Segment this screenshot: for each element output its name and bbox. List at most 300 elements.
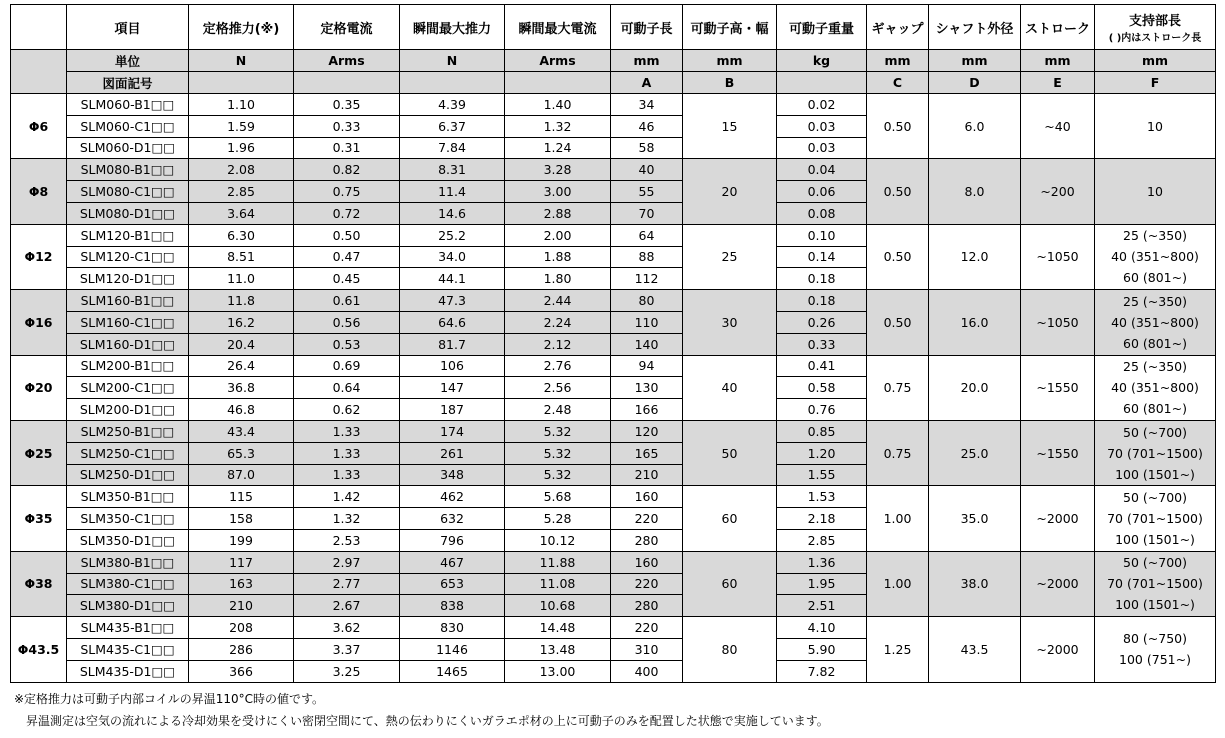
support-line: 100 (1501~) xyxy=(1115,597,1195,613)
force-cell: 11.8 xyxy=(189,290,294,312)
sym-cell: E xyxy=(1021,72,1095,94)
support-cell xyxy=(1095,617,1216,682)
force-cell: 46.8 xyxy=(189,399,294,421)
model-cell: SLM200-D1□□ xyxy=(67,399,189,421)
length-cell: 160 xyxy=(611,551,683,573)
support-line: 40 (351~800) xyxy=(1111,380,1199,396)
current-cell: 2.67 xyxy=(294,595,400,617)
peak-current-cell: 5.32 xyxy=(505,442,611,464)
peak-current-cell: 1.32 xyxy=(505,115,611,137)
unit-cell: mm xyxy=(867,50,929,72)
model-cell: SLM060-B1□□ xyxy=(67,94,189,116)
current-cell: 0.82 xyxy=(294,159,400,181)
model-cell: SLM380-C1□□ xyxy=(67,573,189,595)
current-cell: 0.62 xyxy=(294,399,400,421)
peak-current-cell: 1.40 xyxy=(505,94,611,116)
length-cell: 310 xyxy=(611,638,683,660)
spec-group xyxy=(11,617,1216,682)
length-cell: 120 xyxy=(611,420,683,442)
col-header-gap: ギャップ xyxy=(867,5,929,50)
diameter-cell: Φ43.5 xyxy=(11,617,67,682)
diameter-cell: Φ20 xyxy=(11,355,67,420)
stroke-cell: ~1550 xyxy=(1021,355,1095,420)
force-cell: 11.0 xyxy=(189,268,294,290)
current-cell: 0.53 xyxy=(294,333,400,355)
length-cell: 210 xyxy=(611,464,683,486)
gap-cell: 0.75 xyxy=(867,420,929,485)
peak-force-cell: 47.3 xyxy=(400,290,505,312)
model-cell: SLM380-B1□□ xyxy=(67,551,189,573)
sym-cell xyxy=(189,72,294,94)
peak-current-cell: 2.48 xyxy=(505,399,611,421)
col-header-stroke: ストローク xyxy=(1021,5,1095,50)
current-cell: 0.45 xyxy=(294,268,400,290)
current-cell: 0.69 xyxy=(294,355,400,377)
col-header-peak-current: 瞬間最大電流 xyxy=(505,5,611,50)
weight-cell: 2.18 xyxy=(777,508,867,530)
sym-cell: C xyxy=(867,72,929,94)
peak-force-cell: 8.31 xyxy=(400,159,505,181)
model-cell: SLM435-C1□□ xyxy=(67,638,189,660)
force-cell: 87.0 xyxy=(189,464,294,486)
support-line: 25 (~350) xyxy=(1123,228,1187,244)
footnote-2: 昇温測定は空気の流れによる冷却効果を受けにくい密閉空間にて、熱の伝わりにくいガラエポ材の上に可動子のみを配置した状態で実施しています。 xyxy=(26,714,829,728)
peak-current-cell: 3.28 xyxy=(505,159,611,181)
current-cell: 2.97 xyxy=(294,551,400,573)
peak-force-cell: 7.84 xyxy=(400,137,505,159)
peak-force-cell: 187 xyxy=(400,399,505,421)
col-header-support-title: 支持部長 xyxy=(1128,14,1181,29)
gap-cell: 1.00 xyxy=(867,551,929,616)
stroke-cell: ~2000 xyxy=(1021,617,1095,682)
gap-cell: 1.25 xyxy=(867,617,929,682)
support-line: 60 (801~) xyxy=(1123,270,1187,286)
model-cell: SLM080-B1□□ xyxy=(67,159,189,181)
shaft-cell: 35.0 xyxy=(929,486,1021,551)
peak-force-cell: 64.6 xyxy=(400,311,505,333)
model-cell: SLM350-C1□□ xyxy=(67,508,189,530)
current-cell: 3.37 xyxy=(294,638,400,660)
weight-cell: 0.14 xyxy=(777,246,867,268)
peak-force-cell: 44.1 xyxy=(400,268,505,290)
peak-current-cell: 11.88 xyxy=(505,551,611,573)
current-cell: 3.62 xyxy=(294,617,400,639)
support-line: 40 (351~800) xyxy=(1111,314,1199,330)
force-cell: 366 xyxy=(189,660,294,682)
peak-current-cell: 2.76 xyxy=(505,355,611,377)
peak-force-cell: 81.7 xyxy=(400,333,505,355)
length-cell: 34 xyxy=(611,94,683,116)
force-cell: 286 xyxy=(189,638,294,660)
current-cell: 0.47 xyxy=(294,246,400,268)
support-line: 80 (~750) xyxy=(1123,631,1187,647)
model-cell: SLM120-C1□□ xyxy=(67,246,189,268)
shaft-cell: 12.0 xyxy=(929,224,1021,289)
height-cell: 60 xyxy=(683,486,777,551)
col-header-length: 可動子長 xyxy=(611,5,683,50)
model-cell: SLM080-C1□□ xyxy=(67,181,189,203)
height-cell: 15 xyxy=(683,94,777,159)
shaft-cell: 25.0 xyxy=(929,420,1021,485)
weight-cell: 0.10 xyxy=(777,224,867,246)
support-line: 60 (801~) xyxy=(1123,335,1187,351)
peak-force-cell: 796 xyxy=(400,529,505,551)
force-cell: 199 xyxy=(189,529,294,551)
spec-group xyxy=(11,159,1216,224)
length-cell: 280 xyxy=(611,529,683,551)
support-line: 40 (351~800) xyxy=(1111,249,1199,265)
unit-cell: mm xyxy=(611,50,683,72)
current-cell: 1.42 xyxy=(294,486,400,508)
current-cell: 1.33 xyxy=(294,442,400,464)
peak-force-cell: 6.37 xyxy=(400,115,505,137)
support-line: 50 (~700) xyxy=(1123,555,1187,571)
model-cell: SLM160-B1□□ xyxy=(67,290,189,312)
stroke-cell: ~2000 xyxy=(1021,551,1095,616)
weight-cell: 7.82 xyxy=(777,660,867,682)
force-cell: 2.85 xyxy=(189,181,294,203)
peak-current-cell: 2.12 xyxy=(505,333,611,355)
height-cell: 20 xyxy=(683,159,777,224)
peak-current-cell: 10.68 xyxy=(505,595,611,617)
peak-current-cell: 5.28 xyxy=(505,508,611,530)
sym-cell xyxy=(777,72,867,94)
current-cell: 2.53 xyxy=(294,529,400,551)
model-cell: SLM250-B1□□ xyxy=(67,420,189,442)
sym-cell xyxy=(505,72,611,94)
force-cell: 2.08 xyxy=(189,159,294,181)
force-cell: 65.3 xyxy=(189,442,294,464)
shaft-cell: 20.0 xyxy=(929,355,1021,420)
peak-current-cell: 2.00 xyxy=(505,224,611,246)
weight-cell: 0.85 xyxy=(777,420,867,442)
weight-cell: 0.26 xyxy=(777,311,867,333)
col-header-height: 可動子高・幅 xyxy=(683,5,777,50)
support-cell xyxy=(1095,290,1216,355)
table-row xyxy=(11,159,1216,181)
sym-cell: A xyxy=(611,72,683,94)
length-cell: 80 xyxy=(611,290,683,312)
length-cell: 40 xyxy=(611,159,683,181)
peak-force-cell: 348 xyxy=(400,464,505,486)
stroke-cell: ~2000 xyxy=(1021,486,1095,551)
diameter-cell: Φ16 xyxy=(11,290,67,355)
support-line: 50 (~700) xyxy=(1123,424,1187,440)
weight-cell: 1.36 xyxy=(777,551,867,573)
diameter-cell: Φ8 xyxy=(11,159,67,224)
col-header-weight: 可動子重量 xyxy=(777,5,867,50)
peak-current-cell: 1.88 xyxy=(505,246,611,268)
support-line: 10 xyxy=(1147,118,1163,134)
model-cell: SLM160-C1□□ xyxy=(67,311,189,333)
support-line: 100 (1501~) xyxy=(1115,532,1195,548)
force-cell: 1.96 xyxy=(189,137,294,159)
length-cell: 220 xyxy=(611,508,683,530)
peak-force-cell: 106 xyxy=(400,355,505,377)
stroke-cell: ~200 xyxy=(1021,159,1095,224)
force-cell: 210 xyxy=(189,595,294,617)
height-cell: 80 xyxy=(683,617,777,682)
peak-current-cell: 13.00 xyxy=(505,660,611,682)
peak-force-cell: 261 xyxy=(400,442,505,464)
col-header-support xyxy=(1095,5,1216,50)
table-row xyxy=(11,420,1216,442)
table-row xyxy=(11,486,1216,508)
gap-cell: 1.00 xyxy=(867,486,929,551)
table-row xyxy=(11,355,1216,377)
model-cell: SLM080-D1□□ xyxy=(67,202,189,224)
current-cell: 0.72 xyxy=(294,202,400,224)
weight-cell: 0.03 xyxy=(777,115,867,137)
col-header-peak-force: 瞬間最大推力 xyxy=(400,5,505,50)
height-cell: 30 xyxy=(683,290,777,355)
force-cell: 36.8 xyxy=(189,377,294,399)
length-cell: 165 xyxy=(611,442,683,464)
weight-cell: 2.85 xyxy=(777,529,867,551)
height-cell: 25 xyxy=(683,224,777,289)
force-cell: 43.4 xyxy=(189,420,294,442)
sym-cell xyxy=(400,72,505,94)
support-cell xyxy=(1095,486,1216,551)
force-cell: 3.64 xyxy=(189,202,294,224)
peak-current-cell: 1.80 xyxy=(505,268,611,290)
length-cell: 280 xyxy=(611,595,683,617)
unit-cell: mm xyxy=(929,50,1021,72)
unit-cell: Arms xyxy=(294,50,400,72)
weight-cell: 1.55 xyxy=(777,464,867,486)
peak-force-cell: 632 xyxy=(400,508,505,530)
length-cell: 400 xyxy=(611,660,683,682)
current-cell: 1.33 xyxy=(294,420,400,442)
peak-force-cell: 838 xyxy=(400,595,505,617)
unit-cell: N xyxy=(400,50,505,72)
header-row-items xyxy=(11,5,1216,50)
length-cell: 112 xyxy=(611,268,683,290)
support-cell xyxy=(1095,94,1216,159)
table-row xyxy=(11,551,1216,573)
drawing-label: 図面記号 xyxy=(67,72,189,94)
current-cell: 0.75 xyxy=(294,181,400,203)
force-cell: 1.10 xyxy=(189,94,294,116)
support-cell xyxy=(1095,420,1216,485)
model-cell: SLM380-D1□□ xyxy=(67,595,189,617)
model-cell: SLM350-B1□□ xyxy=(67,486,189,508)
model-cell: SLM060-C1□□ xyxy=(67,115,189,137)
length-cell: 220 xyxy=(611,617,683,639)
diameter-cell: Φ6 xyxy=(11,94,67,159)
spec-group xyxy=(11,355,1216,420)
corner-cell xyxy=(11,5,67,50)
unit-cell: mm xyxy=(1095,50,1216,72)
peak-current-cell: 5.32 xyxy=(505,464,611,486)
current-cell: 0.64 xyxy=(294,377,400,399)
current-cell: 1.33 xyxy=(294,464,400,486)
spec-group xyxy=(11,486,1216,551)
corner-cell-gray xyxy=(11,50,67,94)
support-line: 70 (701~1500) xyxy=(1107,576,1203,592)
model-cell: SLM435-D1□□ xyxy=(67,660,189,682)
spec-table xyxy=(10,4,1216,683)
model-cell: SLM060-D1□□ xyxy=(67,137,189,159)
peak-force-cell: 467 xyxy=(400,551,505,573)
support-line: 10 xyxy=(1147,184,1163,200)
force-cell: 115 xyxy=(189,486,294,508)
shaft-cell: 8.0 xyxy=(929,159,1021,224)
model-cell: SLM250-D1□□ xyxy=(67,464,189,486)
spec-group xyxy=(11,420,1216,485)
support-cell xyxy=(1095,159,1216,224)
peak-force-cell: 174 xyxy=(400,420,505,442)
col-header-rated-current: 定格電流 xyxy=(294,5,400,50)
gap-cell: 0.50 xyxy=(867,159,929,224)
model-cell: SLM120-B1□□ xyxy=(67,224,189,246)
weight-cell: 0.02 xyxy=(777,94,867,116)
force-cell: 1.59 xyxy=(189,115,294,137)
length-cell: 55 xyxy=(611,181,683,203)
stroke-cell: ~1550 xyxy=(1021,420,1095,485)
sym-cell: F xyxy=(1095,72,1216,94)
current-cell: 0.35 xyxy=(294,94,400,116)
diameter-cell: Φ12 xyxy=(11,224,67,289)
peak-current-cell: 2.24 xyxy=(505,311,611,333)
table-row xyxy=(11,617,1216,639)
shaft-cell: 38.0 xyxy=(929,551,1021,616)
header-row-units xyxy=(11,50,1216,72)
force-cell: 117 xyxy=(189,551,294,573)
weight-cell: 1.95 xyxy=(777,573,867,595)
force-cell: 158 xyxy=(189,508,294,530)
length-cell: 110 xyxy=(611,311,683,333)
peak-current-cell: 2.56 xyxy=(505,377,611,399)
peak-force-cell: 14.6 xyxy=(400,202,505,224)
model-cell: SLM200-C1□□ xyxy=(67,377,189,399)
spec-group xyxy=(11,551,1216,616)
sym-cell: D xyxy=(929,72,1021,94)
weight-cell: 0.58 xyxy=(777,377,867,399)
length-cell: 130 xyxy=(611,377,683,399)
current-cell: 3.25 xyxy=(294,660,400,682)
current-cell: 1.32 xyxy=(294,508,400,530)
unit-label: 単位 xyxy=(67,50,189,72)
current-cell: 0.33 xyxy=(294,115,400,137)
length-cell: 94 xyxy=(611,355,683,377)
peak-current-cell: 13.48 xyxy=(505,638,611,660)
weight-cell: 2.51 xyxy=(777,595,867,617)
force-cell: 16.2 xyxy=(189,311,294,333)
force-cell: 163 xyxy=(189,573,294,595)
weight-cell: 0.33 xyxy=(777,333,867,355)
peak-force-cell: 1146 xyxy=(400,638,505,660)
weight-cell: 0.06 xyxy=(777,181,867,203)
peak-force-cell: 830 xyxy=(400,617,505,639)
peak-current-cell: 11.08 xyxy=(505,573,611,595)
unit-cell: N xyxy=(189,50,294,72)
weight-cell: 0.41 xyxy=(777,355,867,377)
unit-cell: Arms xyxy=(505,50,611,72)
weight-cell: 0.18 xyxy=(777,290,867,312)
length-cell: 140 xyxy=(611,333,683,355)
header-row-drawing xyxy=(11,72,1216,94)
stroke-cell: ~1050 xyxy=(1021,224,1095,289)
support-cell xyxy=(1095,224,1216,289)
current-cell: 0.50 xyxy=(294,224,400,246)
col-header-support-sub: ( )内はストローク長 xyxy=(1108,33,1202,44)
model-cell: SLM120-D1□□ xyxy=(67,268,189,290)
support-line: 25 (~350) xyxy=(1123,293,1187,309)
shaft-cell: 6.0 xyxy=(929,94,1021,159)
support-line: 50 (~700) xyxy=(1123,490,1187,506)
length-cell: 64 xyxy=(611,224,683,246)
force-cell: 208 xyxy=(189,617,294,639)
sym-cell: B xyxy=(683,72,777,94)
stroke-cell: ~1050 xyxy=(1021,290,1095,355)
table-row xyxy=(11,94,1216,116)
peak-force-cell: 653 xyxy=(400,573,505,595)
current-cell: 2.77 xyxy=(294,573,400,595)
shaft-cell: 16.0 xyxy=(929,290,1021,355)
support-line: 70 (701~1500) xyxy=(1107,511,1203,527)
model-cell: SLM350-D1□□ xyxy=(67,529,189,551)
model-cell: SLM250-C1□□ xyxy=(67,442,189,464)
force-cell: 6.30 xyxy=(189,224,294,246)
diameter-cell: Φ25 xyxy=(11,420,67,485)
gap-cell: 0.75 xyxy=(867,355,929,420)
height-cell: 40 xyxy=(683,355,777,420)
height-cell: 50 xyxy=(683,420,777,485)
peak-current-cell: 1.24 xyxy=(505,137,611,159)
weight-cell: 1.53 xyxy=(777,486,867,508)
shaft-cell: 43.5 xyxy=(929,617,1021,682)
force-cell: 20.4 xyxy=(189,333,294,355)
weight-cell: 0.76 xyxy=(777,399,867,421)
footnote-1: ※定格推力は可動子内部コイルの昇温110°C時の値です。 xyxy=(14,692,325,706)
support-line: 60 (801~) xyxy=(1123,401,1187,417)
weight-cell: 5.90 xyxy=(777,638,867,660)
force-cell: 26.4 xyxy=(189,355,294,377)
current-cell: 0.31 xyxy=(294,137,400,159)
length-cell: 46 xyxy=(611,115,683,137)
peak-current-cell: 14.48 xyxy=(505,617,611,639)
peak-force-cell: 11.4 xyxy=(400,181,505,203)
length-cell: 220 xyxy=(611,573,683,595)
unit-cell: kg xyxy=(777,50,867,72)
length-cell: 166 xyxy=(611,399,683,421)
weight-cell: 0.18 xyxy=(777,268,867,290)
weight-cell: 4.10 xyxy=(777,617,867,639)
support-cell xyxy=(1095,355,1216,420)
gap-cell: 0.50 xyxy=(867,290,929,355)
support-line: 70 (701~1500) xyxy=(1107,445,1203,461)
peak-force-cell: 147 xyxy=(400,377,505,399)
col-header-rated-force: 定格推力(※) xyxy=(189,5,294,50)
length-cell: 70 xyxy=(611,202,683,224)
diameter-cell: Φ38 xyxy=(11,551,67,616)
gap-cell: 0.50 xyxy=(867,224,929,289)
peak-current-cell: 10.12 xyxy=(505,529,611,551)
spec-group xyxy=(11,290,1216,355)
peak-force-cell: 25.2 xyxy=(400,224,505,246)
length-cell: 160 xyxy=(611,486,683,508)
peak-current-cell: 3.00 xyxy=(505,181,611,203)
force-cell: 8.51 xyxy=(189,246,294,268)
gap-cell: 0.50 xyxy=(867,94,929,159)
model-cell: SLM435-B1□□ xyxy=(67,617,189,639)
support-line: 100 (1501~) xyxy=(1115,466,1195,482)
peak-current-cell: 2.44 xyxy=(505,290,611,312)
support-cell xyxy=(1095,551,1216,616)
peak-force-cell: 4.39 xyxy=(400,94,505,116)
peak-force-cell: 1465 xyxy=(400,660,505,682)
